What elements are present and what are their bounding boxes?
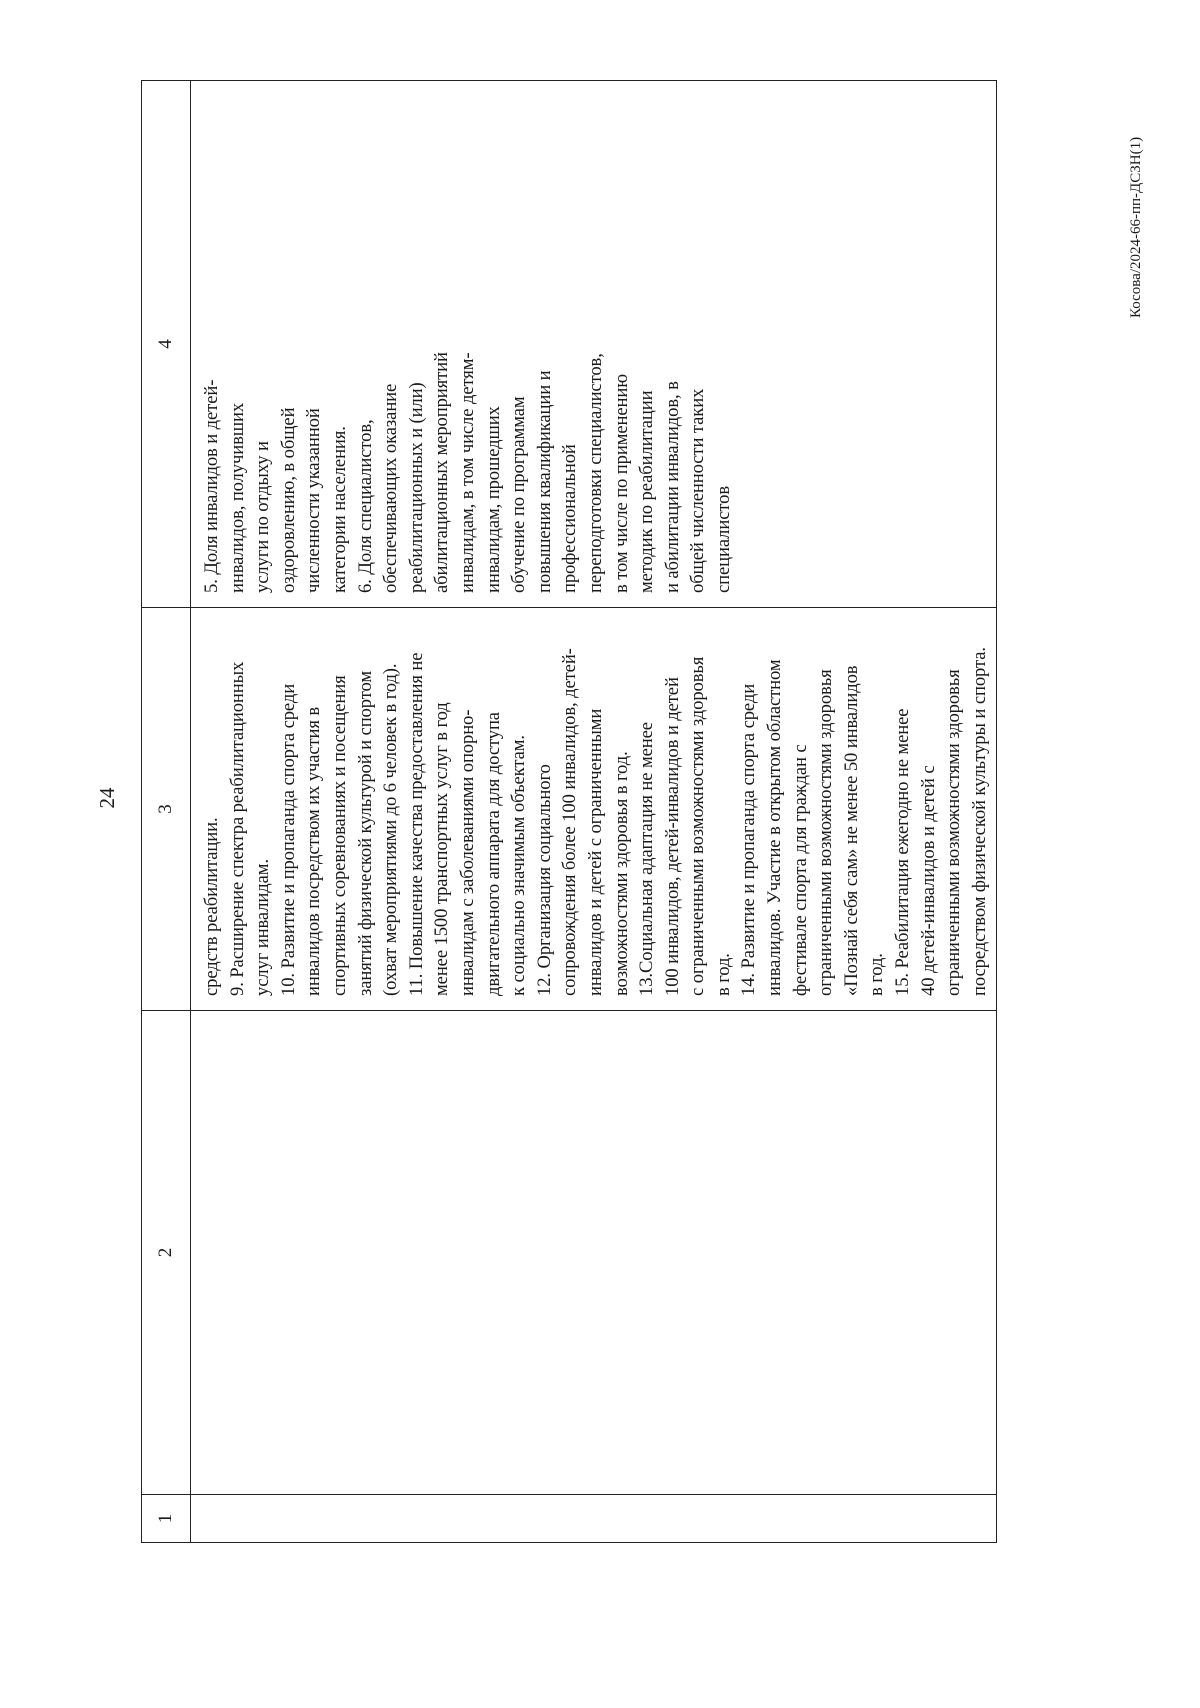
header-cell-1: 1	[142, 1495, 191, 1543]
header-cell-2: 2	[142, 1011, 191, 1495]
cell-col4-text: 5. Доля инвалидов и детей- инвалидов, получивших услуги по отдыху и оздоровлению, в общей численности указанной категории населения. 6. Доля специалистов, обеспечивающих оказание реабилитационных и (или) абилитационных мероприятий инвалидам, в том числе детям- инвалидам, прошедших обучение по программам повышения квалификации и профессиональной переподготовки специалистов, в том числе по применению методик по реабилитации и абилитации инвалидов, в общей численности таких специалистов	[201, 352, 734, 593]
table-row	[191, 81, 997, 1543]
cell-col4	[191, 81, 997, 608]
cell-col2-text	[191, 1011, 203, 1494]
cell-col2	[191, 1011, 997, 1495]
cell-col3-text: средств реабилитации. 9. Расширение спектра реабилитационных услуг инвалидам. 10. Развитие и пропаганда спорта среди инвалидов посредством их участия в спортивных соревнованиях и посещения занятий физической культурой и спортом (охват мероприятиями до 6 человек в год). 11. Повышение качества предоставления не менее 1500 транспортных услуг в год инвалидам с заболеваниями опорно- двигательного аппарата для доступа к социально значимым объектам. 12. Организация социального сопровождения более 100 инвалидов, детей- инвалидов и детей с ограниченными возможностями здоровья в год. 13.Социальная адаптация не менее 100 инвалидов, детей-инвалидов и детей с ограниченными возможностями здоровья в год. 14. Развитие и пропаганда спорта среди инвалидов. Участие в открытом областном фестивале спорта для граждан с ограниченными возможностями здоровья «Познай себя сам» не менее 50 инвалидов в год. 15. Реабилитация ежегодно не менее 40 детей-инвалидов и детей с ограниченными возможностями здоровья посредством физической культуры и спорта.	[201, 647, 990, 996]
cell-col1-text	[191, 1495, 203, 1542]
cell-col3	[191, 608, 997, 1011]
cell-col1	[191, 1495, 997, 1543]
header-cell-3: 3	[142, 608, 191, 1011]
header-cell-4: 4	[142, 81, 191, 608]
page-number: 24	[95, 787, 119, 809]
table-header-row	[142, 81, 191, 1543]
document-code: Косова/2024-66-пп-ДСЗН(1)	[1128, 136, 1144, 318]
program-table	[141, 80, 997, 1543]
